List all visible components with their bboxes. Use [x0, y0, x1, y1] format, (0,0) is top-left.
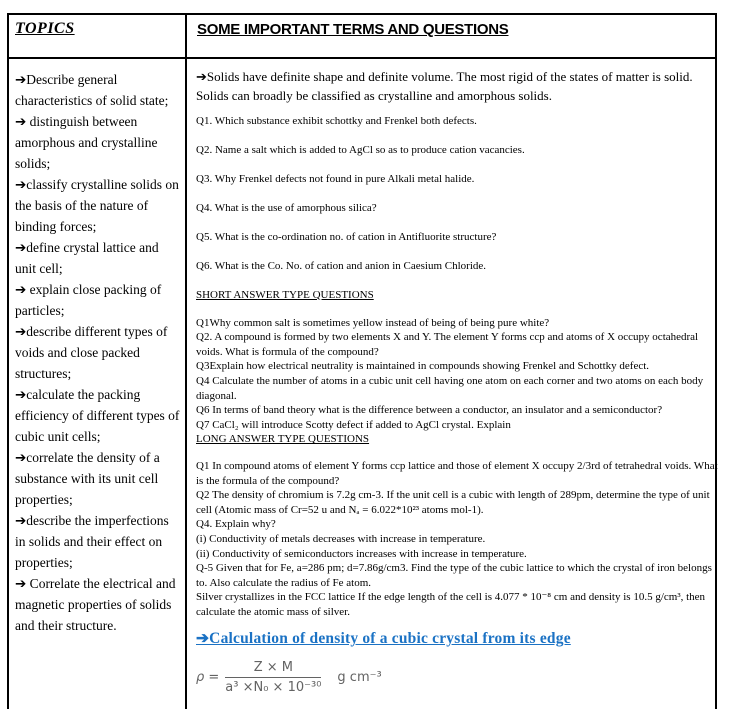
question-line: Q6 In terms of band theory what is the difference between a conductor, an insulator and a semiconductor? [196, 404, 663, 417]
question-line: Silver crystallizes in the FCC lattice If the edge length of the cell is 4.077 * 10⁻⁸ cm and density is 10.5 g/cm³, then calculate the atomic mass of silver. [196, 591, 706, 618]
terms-header-cell: SOME IMPORTANT TERMS AND QUESTIONS [197, 21, 509, 38]
topic-item: ➔describe different types of voids and close packed structures; [15, 324, 168, 381]
question-line: Q4. Explain why? [196, 518, 276, 531]
topic-item: ➔describe the imperfections in solids and their effect on properties; [15, 513, 169, 570]
topic-item: ➔calculate the packing efficiency of different types of cubic unit cells; [15, 387, 180, 444]
question-line: Q7 CaCl₂ will introduce Scotty defect if added to AgCl crystal. Explain [196, 418, 511, 431]
question-line: Q3Explain how electrical neutrality is maintained in compounds showing Frenkel and Schottky defect. [196, 360, 650, 373]
formula-lhs: ρ = [196, 670, 220, 686]
topic-item: ➔ explain close packing of particles; [15, 282, 162, 318]
short-answer-questions [196, 316, 718, 447]
question-line: Q4 Calculate the number of atoms in a cubic unit cell having one atom on each corner and two atoms on each body diagonal. [196, 374, 704, 402]
topic-item: ➔classify crystalline solids on the basis of the nature of binding forces; [15, 177, 179, 234]
topics-terms-table [7, 13, 717, 709]
formula-denominator: a³ ×N₀ × 10⁻³⁰ [225, 680, 322, 696]
question-line: Q1Why common salt is sometimes yellow instead of being of being pure white? [196, 316, 550, 329]
question-line: Q2 The density of chromium is 7.2g cm-3. If the unit cell is a cubic with length of 289pm, determine the type of unit cell (Atomic mass of Cr=52 u and Nₐ = 6.022*10²³ atoms mol-1). [196, 489, 710, 516]
question-line: Q1 In compound atoms of element Y forms ccp lattice and those of element X occupy 2/3rd of tetrahedral voids. What is the formula of the compound? [196, 459, 718, 487]
question-line: (ii) Conductivity of semiconductors increases with increase in temperature. [196, 547, 527, 560]
topic-item: ➔ Correlate the electrical and magnetic properties of solids and their structure. [15, 576, 176, 633]
very-short-questions [196, 114, 718, 274]
terms-content-cell [187, 59, 718, 709]
question-line: Q6. What is the Co. No. of cation and anion in Caesium Chloride. [196, 260, 487, 272]
short-answer-heading: SHORT ANSWER TYPE QUESTIONS [196, 289, 374, 301]
question-line: Q1. Which substance exhibit schottky and Frenkel both defects. [196, 115, 477, 127]
question-line: Q5. What is the co-ordination no. of cation in Antifluorite structure? [196, 231, 497, 243]
formula-numerator: Z × M [225, 660, 321, 678]
topic-item: ➔ distinguish between amorphous and crystalline solids; [15, 114, 158, 171]
topics-list [9, 59, 187, 709]
topic-item: ➔Describe general characteristics of solid state; [15, 72, 169, 108]
question-line: Q4. What is the use of amorphous silica? [196, 202, 377, 214]
topics-header-cell: TOPICS [9, 15, 187, 57]
formula-unit: g cm⁻³ [337, 670, 382, 686]
terms-content [187, 59, 726, 695]
intro-paragraph: ➔Solids have definite shape and definite volume. The most rigid of the states of matter is solid. Solids can broadly be classified as crystalline and amorphous solids. [196, 69, 693, 103]
table-header-row [9, 15, 715, 59]
question-line: (i) Conductivity of metals decreases with increase in temperature. [196, 532, 486, 545]
density-formula [196, 660, 718, 695]
topic-item: ➔correlate the density of a substance with its unit cell properties; [15, 450, 160, 507]
long-answer-heading: LONG ANSWER TYPE QUESTIONS [196, 433, 370, 446]
formula-fraction [225, 660, 321, 695]
density-calculation-heading: ➔Calculation of density of a cubic crystal from its edge [196, 630, 571, 648]
question-line: Q3. Why Frenkel defects not found in pure Alkali metal halide. [196, 173, 475, 185]
topic-item: ➔define crystal lattice and unit cell; [15, 240, 159, 276]
question-line: Q-5 Given that for Fe, a=286 pm; d=7.86g/cm3. Find the type of the cubic lattice to which the crystal of iron belongs to. Also calculate the radius of Fe atom. [196, 562, 712, 589]
question-line: Q2. A compound is formed by two elements X and Y. The element Y forms ccp and atoms of X occupy octahedral voids. What is formula of the compound? [196, 331, 699, 358]
table-body-row [9, 59, 718, 709]
question-line: Q2. Name a salt which is added to AgCl so as to produce cation vacancies. [196, 144, 525, 156]
long-answer-questions [196, 459, 718, 620]
